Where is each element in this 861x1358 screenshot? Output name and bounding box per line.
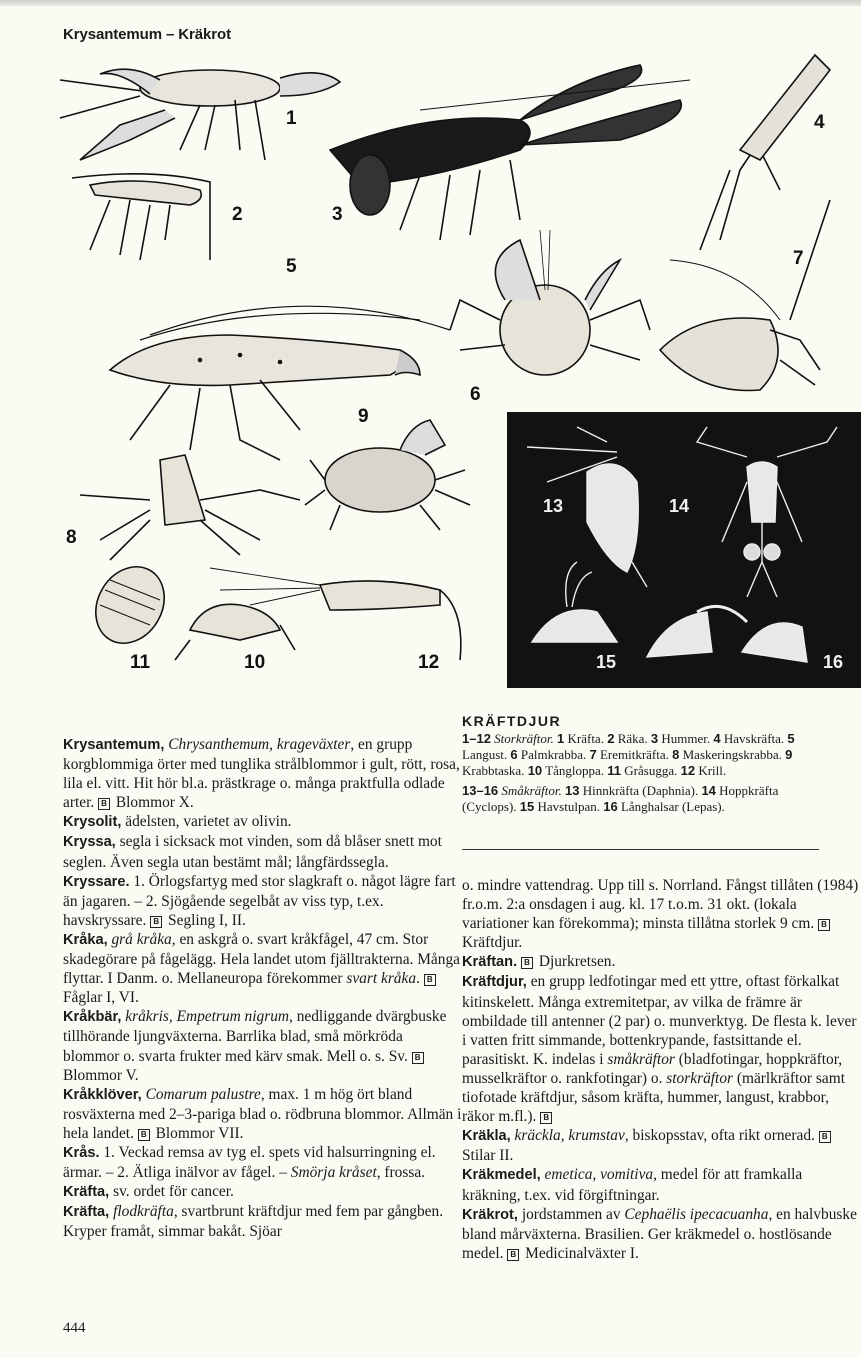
caption-item-number: 15 (519, 799, 535, 814)
entry-headword: Krysantemum, (63, 737, 165, 753)
caption-item-name: Kräfta. (567, 731, 604, 746)
caption-item-name: Havstulpan. (537, 799, 600, 814)
caption-item-number: 3 (650, 731, 659, 746)
entry-headword: Kråka, (63, 931, 108, 948)
caption-item-number: 8 (672, 747, 680, 762)
picture-reference-icon: B (507, 1249, 519, 1261)
dictionary-entry: Kräftdjur, en grupp ledfotingar med ett yttre, oftast förkalkat kitinskelett. Många extremitetpar, av vilka de främre är ombildade till antenner (2 par) o. munverktyg. De flesta k. lever i vatten fritt simmande, bottenkrypande, fastsittande el. parasitiskt. K. indelas i småkräftor (bladfotingar, hoppkräftor, musselkräftor o. rankfotingar) o. storkräftor (märlkräftor samt tiofotade kräftdjur, såsom kräfta, hummer, langust, krabbor, räkor m.fl.). B (462, 973, 857, 1126)
entry-italic: Chrysanthemum, krageväxter (168, 736, 351, 753)
dictionary-entry: Kryssare. 1. Örlogsfartyg med stor slagkraft o. något lägre fart än jagaren. – 2. Sjögående segelbåt av viss typ, t.ex. havskryssare. B Segling I, II. (63, 872, 456, 929)
lobster-drawing (330, 65, 690, 240)
picture-reference-icon: B (138, 1129, 150, 1141)
entry-italic: svart kråka (346, 970, 417, 988)
dictionary-entry: Kråkbär, kråkris, Empetrum nigrum, nedliggande dvärgbuske tillhörande ljungväxterna. Barrlika blad, små mörkröda blommor o. svarta frukter med kärv smak. Mell o. s. Sv. B Blommor V. (63, 1008, 447, 1084)
caption-item-number: 14 (701, 783, 716, 798)
dictionary-entry: Krysolit, ädelsten, varietet av olivin. (63, 813, 292, 831)
caption-item-number: 2 (607, 731, 615, 746)
entry-italic: Comarum palustre (145, 1085, 261, 1103)
caption-item-name: Palmkrabba. (520, 747, 587, 762)
caption-item-number: 10 (527, 763, 543, 778)
picture-reference-icon: B (818, 919, 830, 931)
caption-item-name: Eremitkräfta. (599, 747, 669, 762)
entry-italic: storkräftor (666, 1069, 733, 1087)
caption-item-name: Maskeringskrabba. (682, 747, 782, 762)
dictionary-entry: Kräftan. B Djurkretsen. (462, 953, 616, 971)
picture-reference-icon: B (521, 957, 533, 969)
entry-italic: emetica, vomitiva (544, 1166, 654, 1184)
page-number: 444 (63, 1320, 86, 1336)
dictionary-entry: o. mindre vattendrag. Upp till s. Norrland. Fångst tillåten (1984) fr.o.m. 2:a onsdagen i aug. kl. 17 t.o.m. 31 okt. (lokala variationer kan förekomma); minsta tillåtna storlek 9 cm. B Kräftdjur. (462, 877, 859, 952)
caption-item-name: Krabbtaska. (462, 763, 525, 778)
dictionary-entry: Krysantemum, Chrysanthemum, krageväxter, en grupp korgblommiga örter med tunglika strålblommor i gult, rött, rosa, lila el. vitt. Hit hör bl.a. prästkrage o. många praktfulla odlade arter. B Blommor X. (63, 736, 460, 812)
entry-italic: småkräftor (607, 1050, 675, 1068)
dictionary-entry: Kräkmedel, emetica, vomitiva, medel för att framkalla kräkning, t.ex. vid förgiftningar. (462, 1166, 803, 1204)
dictionary-entry: Kryssa, segla i sicksack mot vinden, som då blåser snett mot seglen. Även segla utan bestämt mål; långfärdssegla. (63, 833, 442, 871)
crayfish-drawing (60, 69, 340, 160)
entry-headword: Krysolit, (63, 814, 122, 831)
caption-item-number: 1 (557, 731, 565, 746)
figure-label-16: 16 (823, 652, 844, 672)
figure-label-4: 4 (814, 112, 825, 133)
shrimp-drawing (72, 174, 210, 260)
figure-label-3: 3 (332, 204, 343, 225)
caption-item-name: Räka. (617, 731, 648, 746)
entry-italic: kråkris, Empetrum nigrum (125, 1008, 290, 1026)
entry-headword: Kräkrot, (462, 1206, 518, 1223)
picture-reference-icon: B (540, 1112, 552, 1124)
figure-label-12: 12 (418, 652, 440, 673)
caption-item-number: 4 (713, 731, 721, 746)
spiny-lobster-drawing (110, 306, 450, 460)
entry-headword: Kråkklöver, (63, 1086, 142, 1103)
caption-item-number: 13 (564, 783, 580, 798)
picture-reference-icon: B (150, 916, 162, 928)
caption-item-name: Havskräfta. (723, 731, 785, 746)
caption-item-name: Krill. (698, 763, 727, 778)
woodlouse-drawing (82, 554, 177, 655)
caption-range: 13–16 (462, 783, 499, 798)
entry-headword: Kräfta, (63, 1204, 110, 1221)
figure-label-14: 14 (669, 496, 690, 516)
edible-crab-drawing (305, 420, 470, 530)
entry-headword: Kräkla, (462, 1128, 511, 1145)
caption-title: KRÄFTDJUR (462, 713, 562, 729)
entry-headword: Kräftdjur, (462, 974, 527, 991)
dictionary-entry: Kråkklöver, Comarum palustre, max. 1 m hög ört bland rosväxterna med 2–3-pariga blad o. rödbruna blommor. Allmän i hela landet. B Blommor VII. (63, 1085, 462, 1142)
running-head: Krysantemum – Kräkrot (63, 26, 231, 43)
caption-group-name: Småkräftor. (501, 783, 562, 798)
caption-group-smakraftor (462, 783, 822, 815)
figure-label-15: 15 (596, 652, 617, 672)
dictionary-entry: Kräkla, kräckla, krumstav, biskopsstav, ofta rikt ornerad. B Stilar II. (462, 1126, 861, 1165)
figure-label-5: 5 (286, 256, 297, 277)
entry-italic: grå kråka (111, 930, 172, 948)
caption-group-name: Storkräftor. (494, 731, 554, 746)
entry-italic: Smörja kråset (290, 1164, 377, 1182)
norway-lobster-drawing (700, 55, 830, 250)
figure-label-10: 10 (244, 652, 266, 673)
figure-label-6: 6 (470, 384, 481, 405)
dictionary-entry: Krås. 1. Veckad remsa av tyg el. spets vid halsurringning el. ärmar. – 2. Ätliga inälvor av fågel. – Smörja kråset, frossa. (63, 1143, 436, 1182)
entry-italic: flodkräfta (113, 1203, 174, 1221)
figure-label-2: 2 (232, 204, 243, 225)
picture-reference-icon: B (424, 974, 436, 986)
figure-label-1: 1 (286, 108, 297, 129)
hermit-crab-drawing (660, 200, 830, 391)
entry-headword: Kräftan. (462, 954, 518, 971)
caption-divider (462, 849, 819, 850)
caption-item-number: 16 (603, 799, 618, 814)
caption-item-name: Langust. (462, 747, 508, 762)
figure-label-8: 8 (66, 527, 77, 548)
caption-item-number: 12 (680, 763, 696, 778)
caption-item-number: 5 (787, 731, 795, 746)
coconut-crab-drawing (450, 230, 650, 375)
entry-italic: kräckla, krumstav (514, 1127, 625, 1145)
small-crustaceans-panel (507, 412, 861, 688)
figure-label-7: 7 (793, 248, 804, 269)
entry-headword: Krås. (63, 1144, 100, 1161)
caption-item-name: Tångloppa. (545, 763, 605, 778)
picture-reference-icon: B (819, 1131, 831, 1143)
caption-range: 1–12 (462, 731, 491, 746)
caption-item-number: 6 (510, 747, 518, 762)
caption-item-number: 9 (785, 747, 793, 762)
caption-item-name: Långhalsar (Lepas). (620, 799, 725, 814)
dictionary-entry: Kräfta, sv. ordet för cancer. (63, 1183, 234, 1201)
spider-crab-drawing (80, 455, 300, 560)
caption-item-number: 7 (589, 747, 597, 762)
caption-group-storkraftor (462, 731, 822, 779)
figure-label-9: 9 (358, 406, 369, 427)
picture-reference-icon: B (412, 1052, 424, 1064)
figure-label-13: 13 (543, 496, 564, 516)
entry-headword: Kryssa, (63, 834, 116, 851)
caption-item-name: Hoppkräfta (Cyclops). (462, 783, 779, 814)
caption-item-name: Hummer. (661, 731, 711, 746)
sand-hopper-drawing (175, 604, 295, 660)
dictionary-entry: Kräkrot, jordstammen av Cephaëlis ipecacuanha, en halvbuske bland mårväxterna. Brasilien. Ger kräkmedel o. hostlösande medel. B Medicinalväxter I. (462, 1205, 857, 1262)
caption-item-name: Hinnkräfta (Daphnia). (582, 783, 699, 798)
entry-headword: Kräfta, (63, 1184, 110, 1201)
small-crustaceans-drawings (507, 412, 861, 688)
entries-column-left (63, 735, 463, 1241)
picture-reference-icon: B (98, 798, 110, 810)
entries-column-right (462, 876, 861, 1263)
caption-item-number: 11 (607, 763, 622, 778)
entry-headword: Kräkmedel, (462, 1167, 541, 1184)
figure-label-11: 11 (130, 652, 151, 673)
dictionary-entry: Kråka, grå kråka, en askgrå o. svart kråkfågel, 47 cm. Stor skadegörare på fågelägg. Hela landet utom fjälltrakterna. Många flyttar. I Danm. o. Mellaneuropa förekommer svart kråka. B Fåglar I, VI. (63, 930, 460, 1007)
entry-headword: Kryssare. (63, 873, 130, 890)
caption-item-name: Gråsugga. (624, 763, 678, 778)
figure-caption (462, 713, 822, 819)
entry-italic: Cephaëlis ipecacuanha (624, 1205, 769, 1223)
entry-headword: Kråkbär, (63, 1009, 122, 1026)
dictionary-entry: Kräfta, flodkräfta, svartbrunt kräftdjur med fem par gångben. Kryper framåt, simmar bakåt. Sjöar (63, 1203, 444, 1241)
